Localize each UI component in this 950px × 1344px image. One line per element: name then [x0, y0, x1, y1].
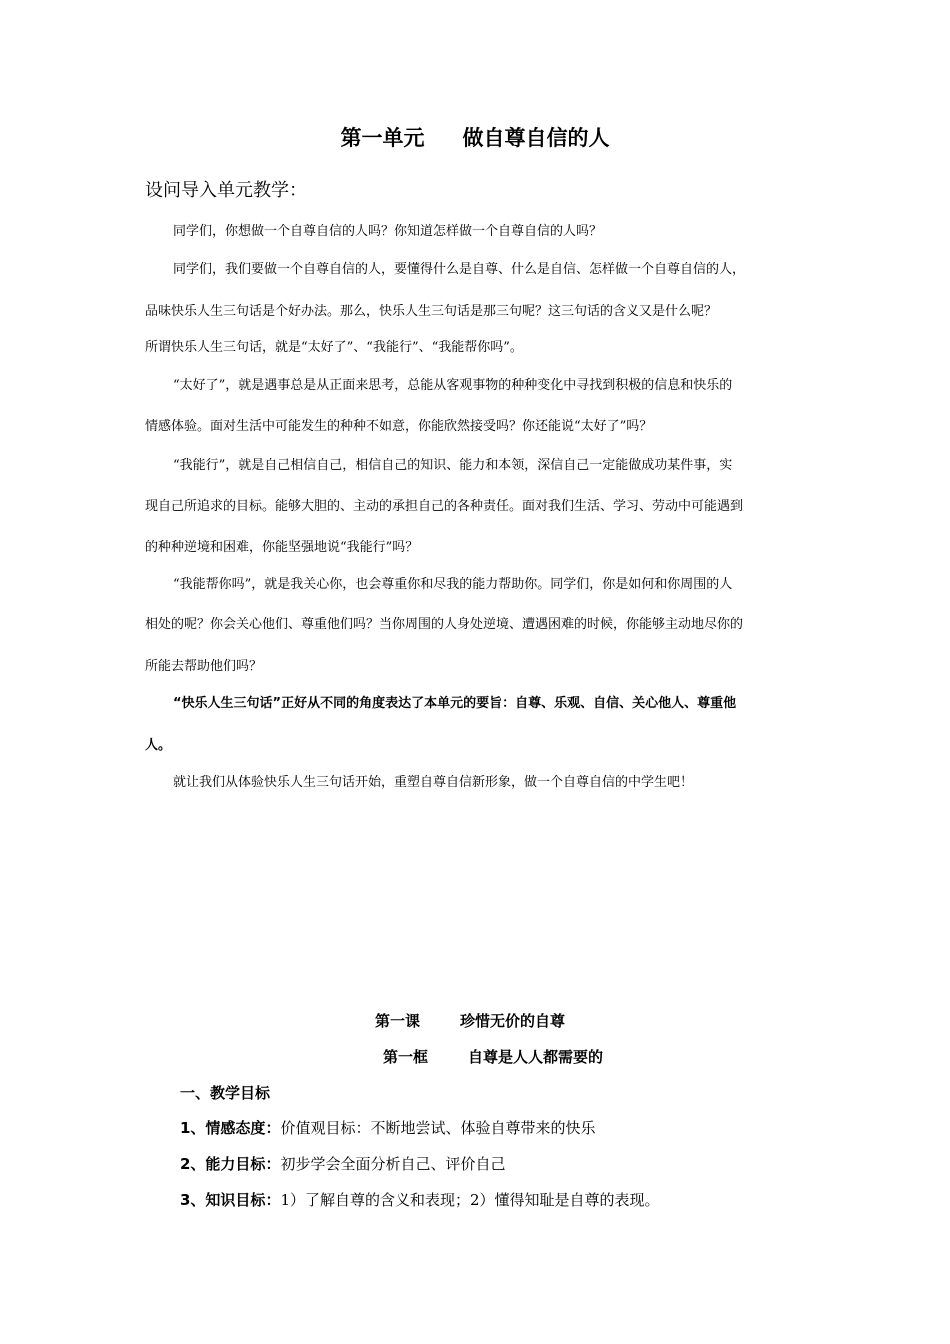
summary-line: 人。 — [145, 738, 172, 753]
paragraph-line: 相处的呢？你会关心他们、尊重他们吗？当你周围的人身处逆境、遭遇困难的时候，你能够主动地尽你的 — [145, 617, 744, 632]
paragraph-line: 所能去帮助他们吗？ — [145, 659, 263, 674]
intro-heading: 设问导入单元教学： — [145, 180, 307, 201]
paragraph-line: 品味快乐人生三句话是个好办法。那么，快乐人生三句话是那三句呢？这三句话的含义又是什么呢？ — [145, 304, 718, 319]
paragraph-line: “太好了”，就是遇事总是从正面来思考，总能从客观事物的种种变化中寻找到积极的信息和快乐的 — [173, 378, 733, 393]
objective-text: 价值观目标：不断地尝试、体验自尊带来的快乐 — [280, 1119, 596, 1137]
lesson-title-text: 珍惜无价的自尊 — [460, 1012, 566, 1030]
section-heading: 一、教学目标 — [180, 1084, 271, 1102]
frame-title — [383, 1046, 603, 1067]
paragraph-line: 同学们，你想做一个自尊自信的人吗？你知道怎样做一个自尊自信的人吗？ — [173, 224, 603, 239]
unit-title — [0, 122, 950, 152]
objective-item — [180, 1189, 660, 1210]
paragraph-line: 的种种逆境和困难，你能坚强地说“我能行”吗？ — [145, 540, 419, 555]
frame-title-text: 自尊是人人都需要的 — [468, 1048, 604, 1066]
paragraph-line: “我能帮你吗”，就是我关心你，也会尊重你和尽我的能力帮助你。同学们，你是如何和你周围的人 — [173, 577, 733, 592]
objective-label: 1、情感态度： — [180, 1119, 281, 1137]
paragraph-line: 所谓快乐人生三句话，就是“太好了”、“我能行”、“我能帮你吗”。 — [145, 340, 523, 355]
lesson-title — [375, 1010, 565, 1031]
summary-line: “快乐人生三句话”正好从不同的角度表达了本单元的要旨：自尊、乐观、自信、关心他人、尊重他 — [173, 696, 737, 711]
unit-label: 第一单元 — [340, 126, 425, 150]
objective-label: 2、能力目标： — [180, 1155, 281, 1173]
frame-label: 第一框 — [383, 1048, 429, 1066]
paragraph-line: 就让我们从体验快乐人生三句话开始，重塑自尊自信新形象，做一个自尊自信的中学生吧！ — [173, 775, 694, 790]
objective-item — [180, 1153, 505, 1174]
lesson-label: 第一课 — [375, 1012, 421, 1030]
paragraph-line: “我能行”，就是自己相信自己，相信自己的知识、能力和本领，深信自己一定能做成功某件事，实 — [173, 458, 733, 473]
objective-text: 1）了解自尊的含义和表现；2）懂得知耻是自尊的表现。 — [280, 1191, 660, 1209]
paragraph-line: 情感体验。面对生活中可能发生的种种不如意，你能欣然接受吗？你还能说“太好了”吗？ — [145, 419, 653, 434]
objective-label: 3、知识目标： — [180, 1191, 281, 1209]
paragraph-line: 现自己所追求的目标。能够大胆的、主动的承担自己的各种责任。面对我们生活、学习、劳动中可能遇到 — [145, 499, 744, 514]
objective-item — [180, 1117, 595, 1138]
objective-text: 初步学会全面分析自己、评价自己 — [280, 1155, 506, 1173]
paragraph-line: 同学们，我们要做一个自尊自信的人，要懂得什么是自尊、什么是自信、怎样做一个自尊自信的人， — [173, 262, 746, 277]
unit-title-text: 做自尊自信的人 — [462, 126, 610, 150]
